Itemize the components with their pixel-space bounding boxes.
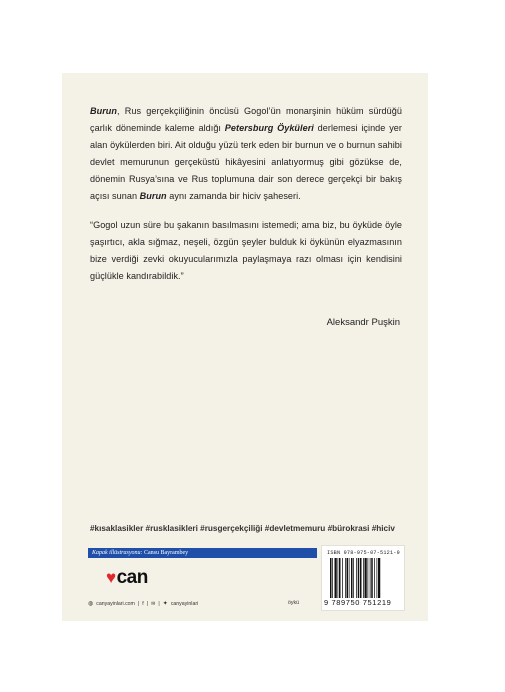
barcode-bar bbox=[371, 558, 373, 598]
blurb-text-span: aynı zamanda bir hiciv şaheseri. bbox=[166, 191, 301, 201]
barcode-bar bbox=[360, 558, 362, 598]
barcode-bar bbox=[363, 558, 364, 598]
barcode-bar bbox=[330, 558, 332, 598]
publisher-footer bbox=[88, 600, 198, 607]
twitter-icon: ✦ bbox=[162, 601, 168, 607]
barcode-bar bbox=[335, 558, 337, 598]
barcode-bar bbox=[365, 558, 367, 598]
publisher-logo bbox=[106, 567, 148, 589]
barcode-bar bbox=[332, 558, 333, 598]
barcode-bar bbox=[339, 558, 341, 598]
back-cover bbox=[62, 73, 428, 621]
barcode-bar bbox=[353, 558, 354, 598]
logo-text: can bbox=[116, 567, 148, 588]
quote-author: Aleksandr Puşkin bbox=[326, 317, 400, 328]
barcode-bar bbox=[358, 558, 360, 598]
separator: | bbox=[146, 600, 149, 607]
barcode-bar bbox=[345, 558, 346, 598]
credit-label: Kapak illüstrasyonu: bbox=[92, 550, 143, 556]
barcode-bar bbox=[368, 558, 369, 598]
isbn-label: ISBN 978-975-07-5121-9 bbox=[327, 550, 400, 556]
twitter-handle: canyayinlari bbox=[170, 600, 199, 607]
barcode-bar bbox=[377, 558, 378, 598]
title-petersburg: Petersburg Öyküleri bbox=[224, 123, 314, 133]
barcode-bar bbox=[378, 558, 380, 598]
heart-icon: ♥ bbox=[106, 568, 116, 587]
blurb-text-span: derlemesi içinde yer alan öykülerden biri. Ait olduğu yüzü terk eden bir burnun ve o burnun sahibi devlet memurunun gerçeküstü hikâyesini anlatıyormuş gibi gözükse de, dönemin Rusya’sına ve Rus toplumuna dair son derece gerçekçi bir bakış açısı sunan bbox=[90, 123, 402, 201]
isbn-digits: 9 789750 751219 bbox=[324, 598, 392, 607]
website: canyayinlari.com bbox=[96, 600, 135, 607]
blurb-paragraph-1 bbox=[90, 103, 402, 205]
barcode-bar bbox=[351, 558, 353, 598]
globe-icon: ◍ bbox=[88, 601, 94, 607]
barcode-bar bbox=[374, 558, 375, 598]
blurb-text-span: , Rus gerçekçiliğinin öncüsü Gogol’ün monarşinin hüküm sürdüğü çarlık döneminde kaleme aldığı bbox=[90, 106, 402, 133]
barcode-bar bbox=[370, 558, 371, 598]
barcode-bar bbox=[349, 558, 350, 598]
genre-label: öykü bbox=[288, 600, 299, 606]
facebook-icon: f bbox=[142, 600, 144, 607]
hashtags: #kısaklasikler #rusklasikleri #rusgerçekçiliği #devletmemuru #bürokrasi #hiciv bbox=[90, 524, 395, 533]
barcode-box bbox=[321, 545, 405, 611]
title-burun: Burun bbox=[139, 191, 167, 201]
barcode-bar bbox=[356, 558, 357, 598]
separator: | bbox=[137, 600, 140, 607]
barcode-bar bbox=[338, 558, 339, 598]
credit-name: Cansu Bayrambey bbox=[142, 550, 189, 556]
title-burun: Burun bbox=[90, 106, 118, 116]
separator: | bbox=[158, 600, 160, 607]
barcode-bar bbox=[347, 558, 349, 598]
mail-icon: ✉ bbox=[151, 600, 156, 607]
barcode-graphic bbox=[330, 558, 400, 598]
blurb-text bbox=[90, 103, 402, 285]
quote-paragraph: “Gogol uzun süre bu şakanın basılmasını istemedi; ama biz, bu öyküde öyle şaşırtıcı, akla sığmaz, neşeli, özgün şeyler bulduk ki öykünün elyazmasının bize verdiği zevki okuyucularımızla paylaşmaya razı olması için kendisini güçlükle kandırabildik.” bbox=[90, 220, 402, 281]
illustration-credit bbox=[88, 548, 317, 558]
barcode-bar bbox=[342, 558, 343, 598]
